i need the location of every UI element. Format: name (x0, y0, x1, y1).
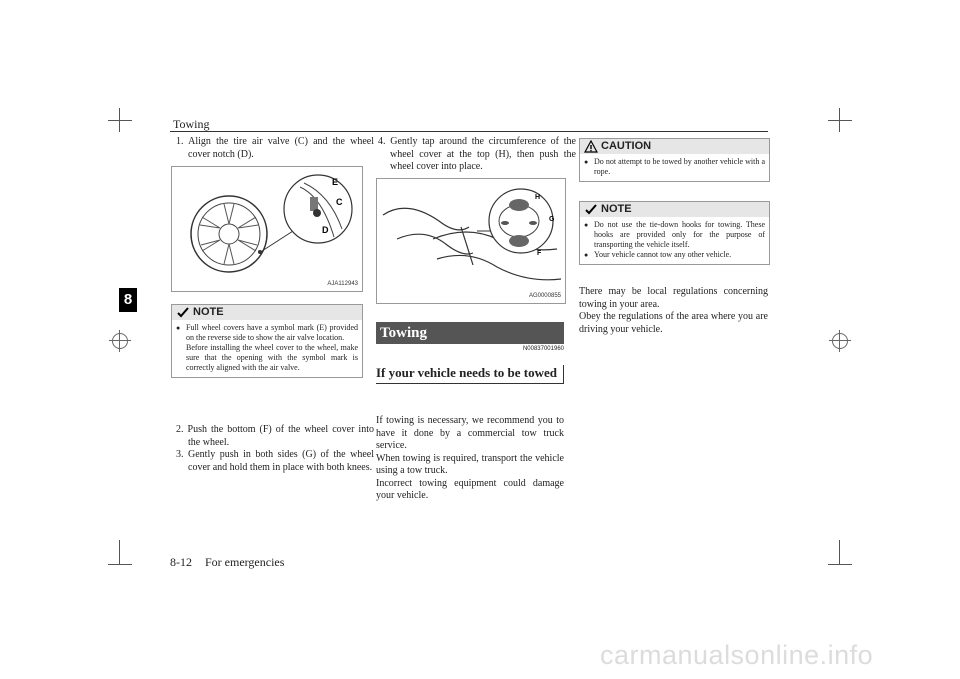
step-3: 3. Gently push in both sides (G) of the wheel cover and hold them in place with both knees. (176, 449, 374, 473)
wheel-cover-illustration (172, 167, 362, 291)
crop-mark (108, 564, 132, 565)
note-icon (176, 306, 190, 319)
section-title: Towing (376, 322, 564, 344)
crop-mark (828, 564, 852, 565)
caution-box (579, 138, 770, 182)
label-f: F (537, 250, 542, 257)
towing-text: When towing is required, transport the vehicle using a tow truck. (376, 452, 564, 476)
caution-header (580, 139, 769, 154)
note-header (580, 202, 769, 217)
section-code: N00837001960 (522, 346, 564, 352)
crop-mark (828, 120, 852, 121)
wheel-cover-install-figure (376, 178, 566, 304)
note-box (171, 304, 363, 378)
note-text: ● Full wheel covers have a symbol mark (E) provided on the reverse side to show the air valve location. (186, 323, 358, 342)
note-icon (584, 203, 598, 216)
note-title: NOTE (193, 306, 224, 318)
warning-triangle-icon (584, 140, 598, 153)
note-box-2 (579, 201, 770, 265)
chapter-tab: 8 (119, 288, 137, 312)
step-4: 4. Gently tap around the circumference of the wheel cover at the top (H), then push the wheel cover into place. (378, 136, 576, 172)
note-bullet: ● Do not use the tie-down hooks for towing. These hooks are provided only for the purpose of transporting the vehicle itself. (584, 220, 765, 250)
figure-id: AJA112943 (327, 281, 358, 287)
note-bullet: ● Your vehicle cannot tow any other vehicle. (584, 250, 765, 260)
step-1: 1. Align the tire air valve (C) and the wheel cover notch (D). (176, 136, 374, 160)
step-2: 2. Push the bottom (F) of the wheel cover into the wheel. (176, 424, 374, 448)
caution-title: CAUTION (601, 140, 652, 152)
footer-section: For emergencies (205, 555, 285, 569)
note-title: NOTE (601, 203, 632, 215)
wheel-cover-figure (171, 166, 363, 292)
page-header-title: Towing (173, 117, 210, 131)
label-h: H (535, 194, 541, 201)
crop-mark (108, 120, 132, 121)
regulations-text: Obey the regulations of the area where you are driving your vehicle. (579, 311, 768, 335)
header-rule (170, 131, 768, 132)
label-c: C (336, 197, 343, 207)
label-g: G (549, 216, 555, 223)
note-text: Before installing the wheel cover to the wheel, make sure that the opening with the symbol mark is correctly aligned with the air valve. (186, 343, 358, 372)
watermark: carmanualsonline.info (600, 640, 874, 670)
crop-mark (119, 540, 120, 564)
figure-id: AG0000855 (528, 293, 561, 299)
label-d: D (322, 225, 329, 235)
caution-bullet: ● Do not attempt to be towed by another vehicle with a rope. (584, 157, 765, 177)
registration-mark-icon (112, 333, 128, 349)
note-bullet (176, 323, 358, 373)
note-header (172, 305, 362, 320)
label-e: E (332, 177, 339, 187)
regulations-paragraph (579, 286, 768, 336)
registration-mark-icon (832, 333, 848, 349)
crop-mark (839, 540, 840, 564)
towing-text: If towing is necessary, we recommend you to have it done by a commercial tow truck service. (376, 415, 564, 451)
hand-install-illustration (377, 179, 565, 303)
regulations-text: There may be local regulations concerning towing in your area. (579, 286, 768, 310)
towing-paragraph (376, 415, 564, 503)
subsection-title: If your vehicle needs to be towed (376, 365, 564, 384)
towing-text: Incorrect towing equipment could damage your vehicle. (376, 477, 564, 501)
page-footer (170, 555, 294, 570)
page-number: 8-12 (170, 555, 192, 569)
